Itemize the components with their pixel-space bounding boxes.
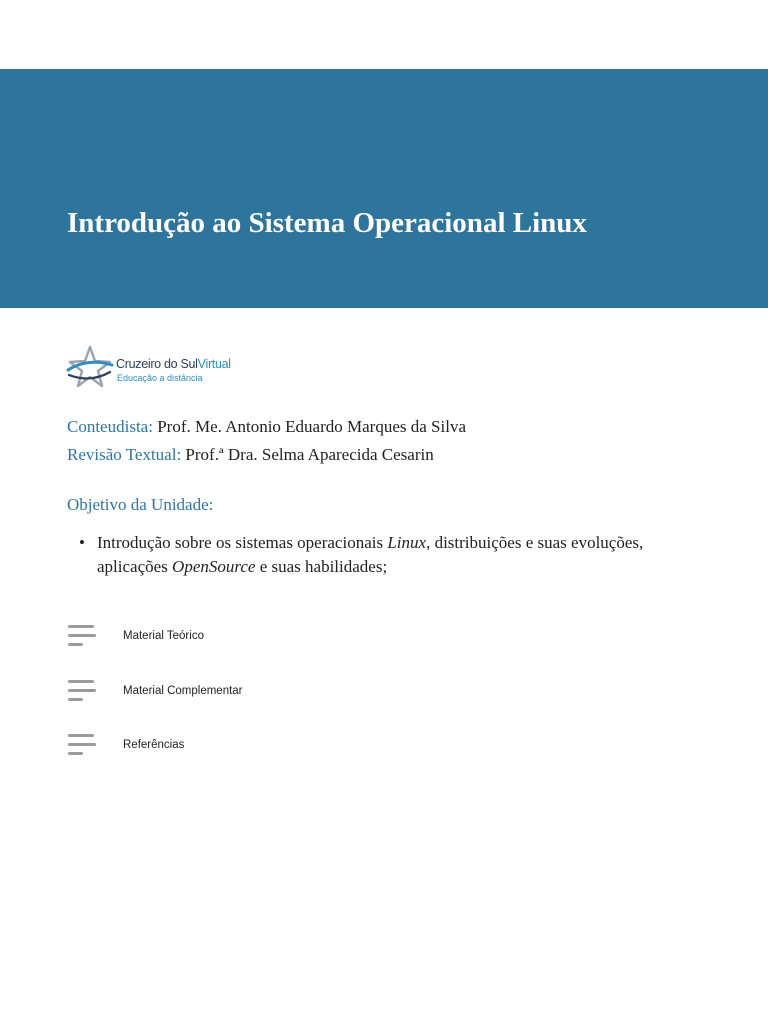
reviewer-credit — [67, 444, 434, 466]
nav-item-referencias[interactable] — [66, 733, 366, 763]
objective-item — [79, 531, 717, 579]
objective-list — [79, 531, 717, 579]
reviewer-label: Revisão Textual: — [67, 445, 182, 464]
author-name: Prof. Me. Antonio Eduardo Marques da Silva — [157, 417, 466, 436]
bullet-icon: • — [79, 533, 85, 552]
logo-brand — [116, 357, 231, 372]
star-logo-icon — [66, 344, 114, 390]
nav-item-material-complementar[interactable] — [66, 679, 366, 709]
menu-lines-icon — [66, 624, 98, 650]
author-label: Conteudista: — [67, 417, 153, 436]
logo-tagline: Educação a distância — [117, 373, 203, 383]
nav-item-label: Material Teórico — [123, 630, 204, 642]
page-title: Introdução ao Sistema Operacional Linux — [67, 207, 587, 239]
menu-lines-icon — [66, 733, 98, 759]
nav-item-material-teorico[interactable] — [66, 624, 366, 654]
logo-brand-primary: Cruzeiro do Sul — [116, 357, 198, 371]
objective-text-3: e suas habilidades; — [255, 557, 388, 576]
objective-text-1: Introdução sobre os sistemas operacionais — [97, 533, 388, 552]
objective-text-2: , distribuições e suas evoluções, aplicações — [97, 533, 644, 576]
nav-item-label: Referências — [123, 739, 185, 751]
menu-lines-icon — [66, 679, 98, 705]
nav-item-label: Material Complementar — [123, 685, 243, 697]
logo — [66, 344, 236, 390]
objective-term-linux: Linux — [387, 533, 427, 552]
objective-term-opensource: OpenSource — [172, 557, 256, 576]
author-credit — [67, 416, 466, 438]
objective-title: Objetivo da Unidade: — [67, 495, 214, 514]
logo-brand-accent: Virtual — [197, 357, 231, 371]
header-banner — [0, 69, 768, 308]
reviewer-name: Prof.ª Dra. Selma Aparecida Cesarin — [185, 445, 434, 464]
